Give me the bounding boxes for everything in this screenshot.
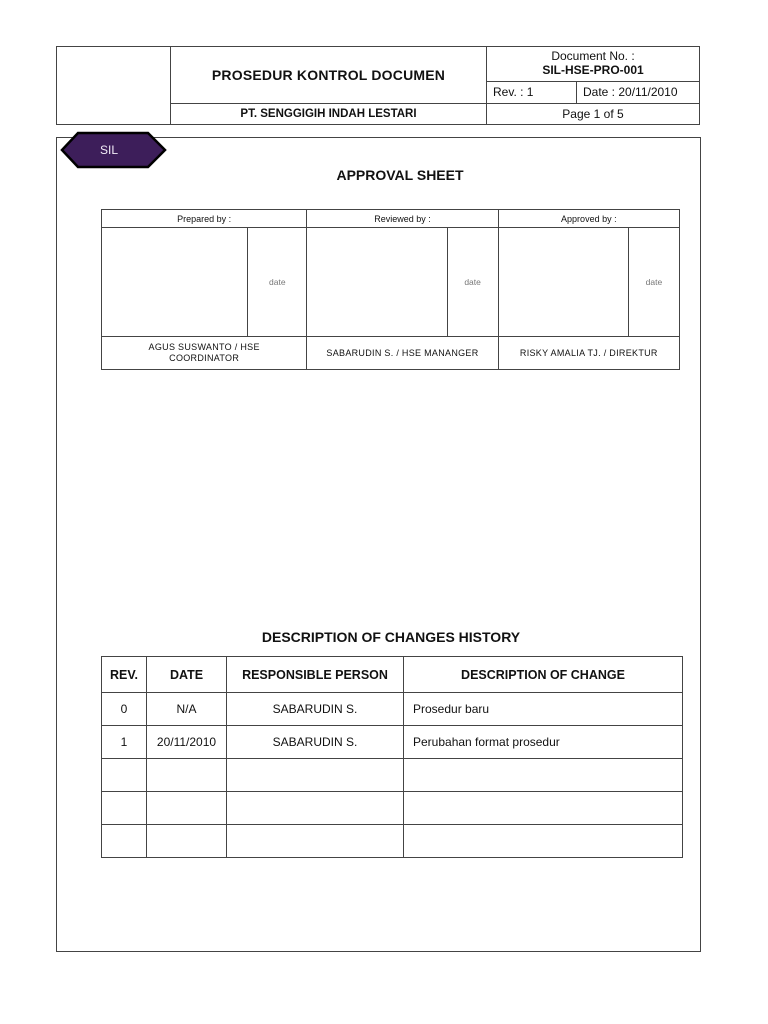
revision: Rev. : 1 <box>487 82 577 104</box>
cell-rev <box>102 759 147 792</box>
cell-description <box>404 759 683 792</box>
sil-badge-label: SIL <box>99 143 118 157</box>
table-row <box>102 726 683 759</box>
table-row <box>102 693 683 726</box>
cell-rev: 0 <box>102 693 147 726</box>
prepared-by-name-text: AGUS SUSWANTO / HSE COORDINATOR <box>148 342 260 363</box>
document-header <box>56 46 700 125</box>
approval-table <box>101 209 680 370</box>
document-date: Date : 20/11/2010 <box>577 82 699 104</box>
cell-date <box>147 759 227 792</box>
cell-responsible-person: SABARUDIN S. <box>227 693 404 726</box>
reviewed-by-name: SABARUDIN S. / HSE MANANGER <box>307 337 498 370</box>
changes-history-title: DESCRIPTION OF CHANGES HISTORY <box>261 629 521 645</box>
cell-responsible-person: SABARUDIN S. <box>227 726 404 759</box>
approved-by-label: Approved by : <box>498 210 679 228</box>
changes-history-table <box>101 656 683 858</box>
document-number-label: Document No. : <box>551 49 635 63</box>
approved-date-box: date <box>628 228 679 337</box>
cell-description <box>404 792 683 825</box>
cell-responsible-person <box>227 759 404 792</box>
document-number-cell <box>487 47 699 82</box>
cell-rev <box>102 792 147 825</box>
logo-cell <box>57 47 171 124</box>
page-number: Page 1 of 5 <box>562 107 624 121</box>
reviewed-signature-box <box>307 228 447 337</box>
cell-description: Perubahan format prosedur <box>404 726 683 759</box>
cell-description: Prosedur baru <box>404 693 683 726</box>
prepared-date-box: date <box>248 228 307 337</box>
cell-rev: 1 <box>102 726 147 759</box>
document-number: SIL-HSE-PRO-001 <box>542 63 644 77</box>
column-header-rev: REV. <box>102 657 147 693</box>
table-row <box>102 759 683 792</box>
column-header-responsible-person: RESPONSIBLE PERSON <box>227 657 404 693</box>
column-header-date: DATE <box>147 657 227 693</box>
cell-date: 20/11/2010 <box>147 726 227 759</box>
reviewed-by-label: Reviewed by : <box>307 210 498 228</box>
cell-rev <box>102 825 147 858</box>
approval-sheet-title: APPROVAL SHEET <box>336 167 464 183</box>
approved-signature-box <box>498 228 628 337</box>
column-header-description: DESCRIPTION OF CHANGE <box>404 657 683 693</box>
cell-responsible-person <box>227 825 404 858</box>
prepared-by-name <box>102 337 307 370</box>
cell-description <box>404 825 683 858</box>
table-header-row <box>102 657 683 693</box>
prepared-by-label: Prepared by : <box>102 210 307 228</box>
cell-responsible-person <box>227 792 404 825</box>
cell-date <box>147 825 227 858</box>
reviewed-date-box: date <box>447 228 498 337</box>
table-row <box>102 825 683 858</box>
table-row <box>102 792 683 825</box>
cell-date: N/A <box>147 693 227 726</box>
approved-by-name: RISKY AMALIA TJ. / DIREKTUR <box>498 337 679 370</box>
document-title: PROSEDUR KONTROL DOCUMEN <box>171 47 487 104</box>
cell-date <box>147 792 227 825</box>
company-name: PT. SENGGIGIH INDAH LESTARI <box>171 104 487 124</box>
prepared-signature-box <box>102 228 248 337</box>
